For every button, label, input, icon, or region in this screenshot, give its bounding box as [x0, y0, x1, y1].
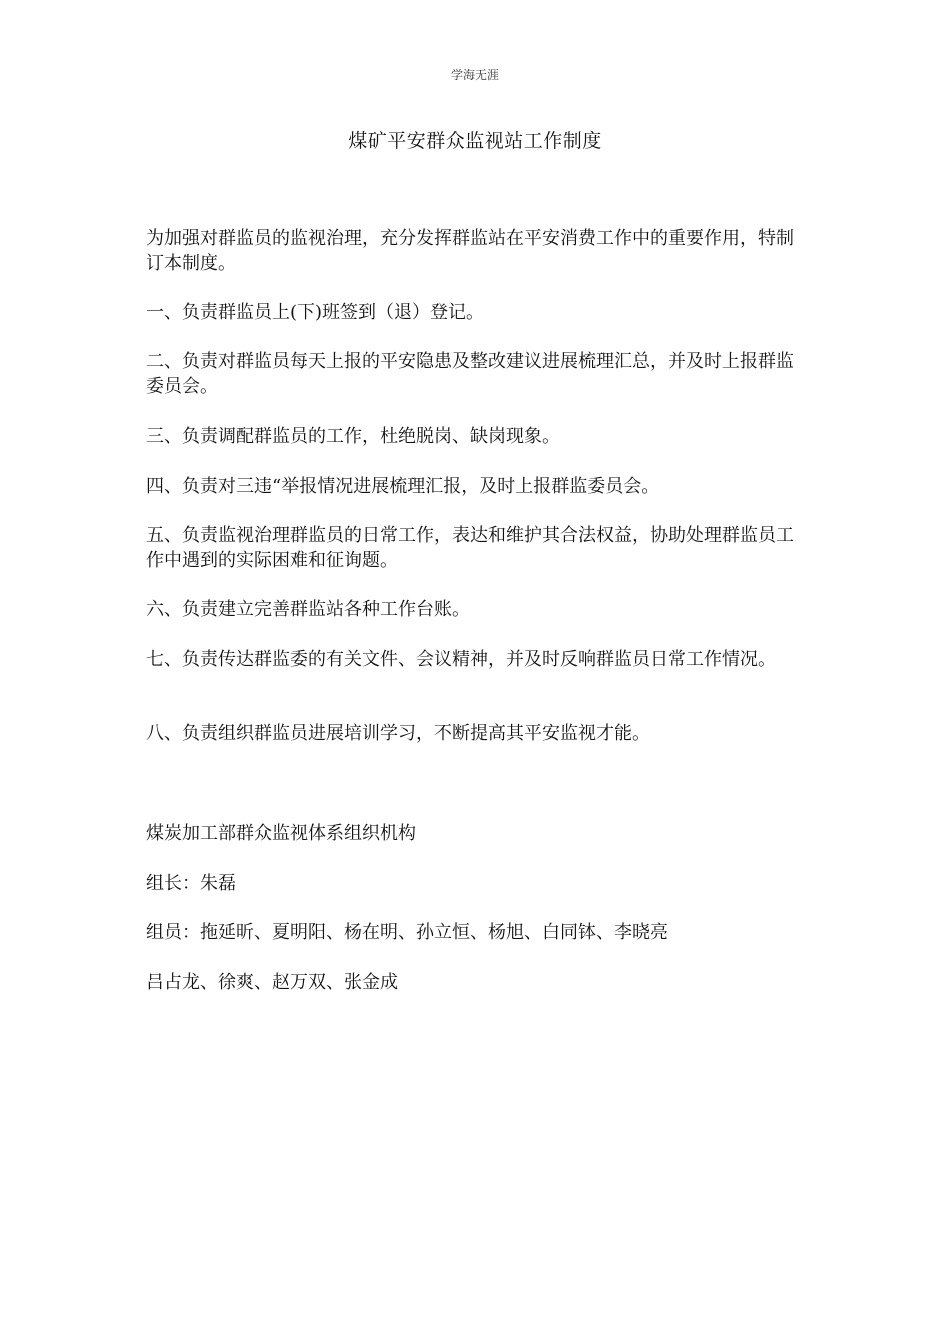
intro-paragraph: 为加强对群监员的监视治理，充分发挥群监站在平安消费工作中的重要作用，特制订本制度。: [146, 228, 794, 274]
org-members: 组员：拖延昕、夏明阳、杨在明、孙立恒、杨旭、白同钵、李晓亮: [146, 922, 668, 943]
rule-item-7: 七、负责传达群监委的有关文件、会议精神，并及时反响群监员日常工作情况。: [146, 649, 776, 670]
org-leader: 组长：朱磊: [146, 873, 236, 894]
page-header: 学海无涯: [450, 68, 499, 82]
org-members-continued: 吕占龙、徐爽、赵万双、张金成: [146, 972, 398, 993]
document-title: 煤矿平安群众监视站工作制度: [348, 130, 602, 152]
rule-item-6: 六、负责建立完善群监站各种工作台账。: [146, 599, 470, 620]
rule-item-2: 二、负责对群监员每天上报的平安隐患及整改建议进展梳理汇总，并及时上报群监委员会。: [146, 351, 794, 397]
rule-item-4: 四、负责对三违“举报情况进展梳理汇报，及时上报群监委员会。: [146, 476, 660, 497]
rule-item-1: 一、负责群监员上(下)班签到（退）登记。: [146, 302, 485, 323]
rule-item-3: 三、负责调配群监员的工作，杜绝脱岗、缺岗现象。: [146, 426, 560, 447]
rule-item-8: 八、负责组织群监员进展培训学习，不断提高其平安监视才能。: [146, 723, 650, 744]
org-section-title: 煤炭加工部群众监视体系组织机构: [146, 823, 416, 844]
rule-item-5: 五、负责监视治理群监员的日常工作，表达和维护其合法权益，协助处理群监员工作中遇到的实际困难和征询题。: [146, 525, 794, 571]
